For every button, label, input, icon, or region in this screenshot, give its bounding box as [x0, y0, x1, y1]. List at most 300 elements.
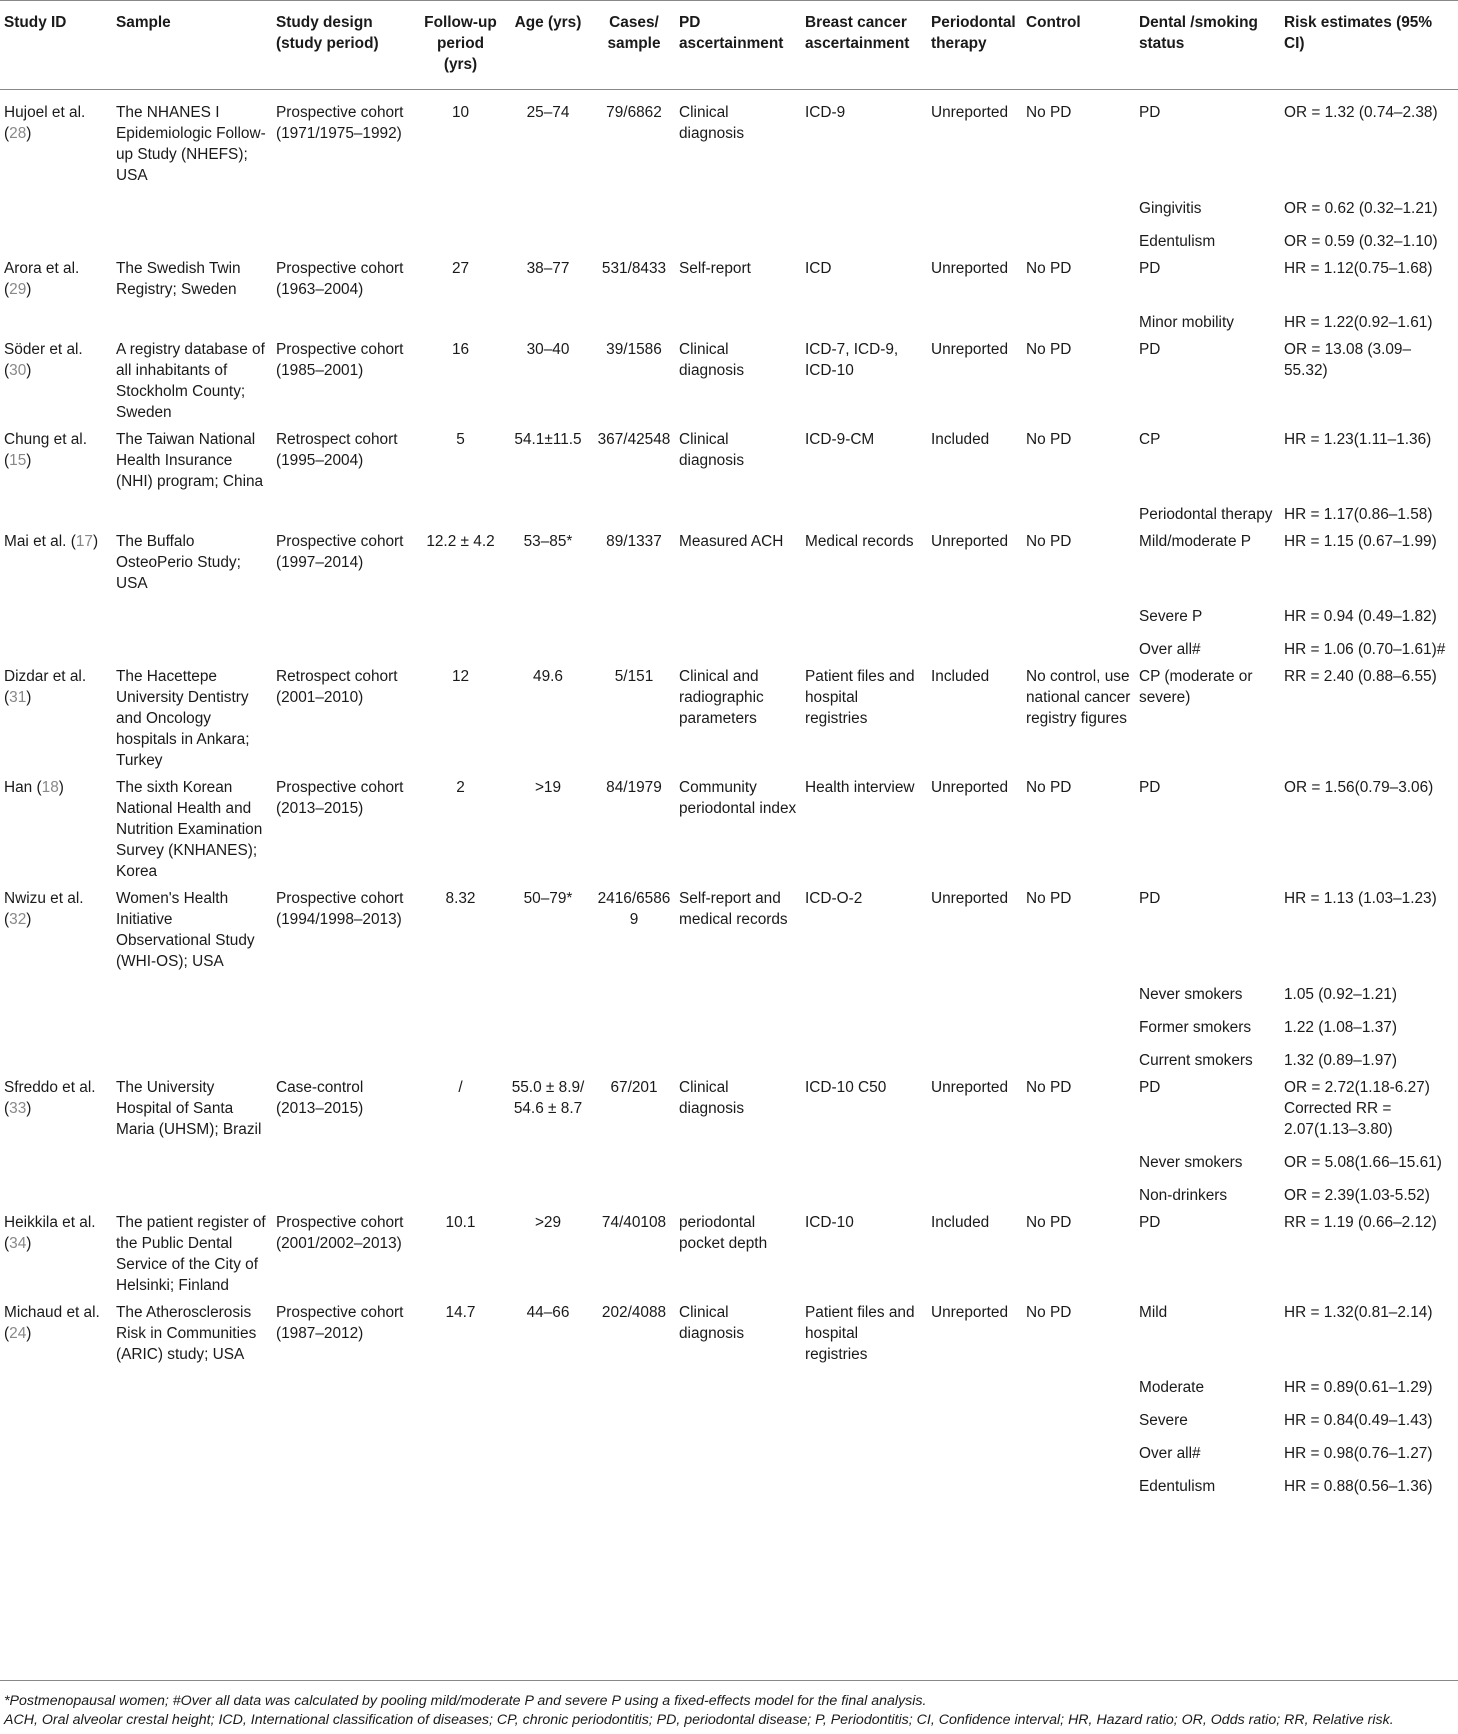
therapy-cell — [927, 498, 1022, 531]
therapy-cell: Unreported — [931, 1079, 1008, 1096]
therapy-cell — [927, 1470, 1022, 1503]
cancer-ascertainment-cell: Patient files and hospital registries — [805, 1304, 915, 1363]
table-row — [0, 888, 1458, 978]
pd-ascertainment-cell: Clinical diagnosis — [679, 104, 745, 142]
dental-status-cell: CP (moderate or severe) — [1139, 668, 1253, 706]
pd-ascertainment-cell — [675, 498, 801, 531]
cancer-ascertainment-cell — [801, 1146, 927, 1179]
header-cell: Follow-up period (yrs) — [418, 1, 503, 90]
sample-cell — [112, 192, 272, 225]
study-id-cell — [0, 1371, 112, 1404]
therapy-cell — [927, 192, 1022, 225]
dental-status-cell: Current smokers — [1139, 1052, 1253, 1069]
cases-cell — [593, 1371, 675, 1404]
follow-up-cell: 12 — [451, 668, 470, 685]
follow-up-cell — [418, 978, 503, 1011]
therapy-cell: Included — [931, 1214, 990, 1231]
risk-estimate-cell: OR = 0.59 (0.32–1.10) — [1284, 233, 1438, 250]
pd-ascertainment-cell: periodontal pocket depth — [679, 1214, 768, 1252]
cancer-ascertainment-cell — [801, 306, 927, 339]
pd-ascertainment-cell — [675, 192, 801, 225]
age-cell — [503, 498, 593, 531]
study-id-cell — [0, 600, 112, 633]
study-id-cell — [0, 192, 112, 225]
cases-cell: 74/40108 — [601, 1214, 667, 1231]
therapy-cell: Unreported — [931, 533, 1008, 550]
age-cell — [503, 1470, 593, 1503]
sample-cell — [112, 1146, 272, 1179]
table-row — [0, 1011, 1458, 1044]
therapy-cell — [927, 225, 1022, 258]
therapy-cell — [927, 1371, 1022, 1404]
control-cell: No PD — [1026, 431, 1072, 448]
age-cell: 38–77 — [526, 260, 570, 277]
risk-estimate-cell: OR = 5.08(1.66–15.61) — [1284, 1154, 1442, 1171]
age-cell — [503, 1179, 593, 1212]
study-design-cell — [272, 978, 418, 1011]
study-id-cell — [0, 306, 112, 339]
risk-estimate-cell: HR = 1.12(0.75–1.68) — [1284, 260, 1433, 277]
study-design-cell: Prospective cohort (2001/2002–2013) — [276, 1214, 404, 1252]
study-design-cell — [272, 498, 418, 531]
study-design-cell: Retrospect cohort (2001–2010) — [276, 668, 398, 706]
reference-link[interactable]: 31 — [9, 689, 27, 706]
reference-link[interactable]: 30 — [9, 362, 27, 379]
cases-cell — [593, 225, 675, 258]
age-cell — [503, 225, 593, 258]
risk-estimate-cell: HR = 1.15 (0.67–1.99) — [1284, 533, 1437, 550]
sample-cell: The Hacettepe University Dentistry and Oncology hospitals in Ankara; Turkey — [116, 668, 250, 769]
pd-ascertainment-cell — [675, 1146, 801, 1179]
study-name: Han — [4, 779, 33, 796]
cases-cell: 84/1979 — [606, 779, 662, 796]
control-cell — [1022, 1011, 1135, 1044]
cases-cell — [593, 600, 675, 633]
sample-cell — [112, 1179, 272, 1212]
study-name: Söder et al. — [4, 341, 83, 358]
cases-cell — [593, 192, 675, 225]
study-name: Michaud et al. — [4, 1304, 100, 1321]
cancer-ascertainment-cell — [801, 1179, 927, 1212]
cancer-ascertainment-cell: ICD-9 — [805, 104, 846, 121]
pd-ascertainment-cell — [675, 1470, 801, 1503]
pd-ascertainment-cell — [675, 633, 801, 666]
header-cell: PD ascertainment — [675, 1, 801, 90]
dental-status-cell: Never smokers — [1139, 1154, 1243, 1171]
study-id-cell — [0, 1437, 112, 1470]
sample-cell — [112, 1044, 272, 1077]
control-cell — [1022, 192, 1135, 225]
header-cell: Study ID — [0, 1, 112, 90]
cancer-ascertainment-cell — [801, 600, 927, 633]
pd-ascertainment-cell — [675, 600, 801, 633]
therapy-cell — [927, 1011, 1022, 1044]
cancer-ascertainment-cell — [801, 1371, 927, 1404]
study-design-cell — [272, 1371, 418, 1404]
control-cell: No PD — [1026, 260, 1072, 277]
study-id-cell: Heikkila et al. (34) — [4, 1214, 96, 1252]
dental-status-cell: Over all# — [1139, 641, 1201, 658]
pd-ascertainment-cell — [675, 1179, 801, 1212]
dental-status-cell: PD — [1139, 341, 1161, 358]
table-row — [0, 1470, 1458, 1503]
cases-cell — [593, 1404, 675, 1437]
follow-up-cell — [418, 1437, 503, 1470]
age-cell: 49.6 — [533, 668, 563, 685]
reference-link[interactable]: 18 — [41, 779, 59, 796]
study-design-cell — [272, 633, 418, 666]
study-id-cell — [0, 1179, 112, 1212]
cases-cell — [593, 498, 675, 531]
study-design-cell: Retrospect cohort (1995–2004) — [276, 431, 398, 469]
study-id-cell: Söder et al. (30) — [4, 341, 83, 379]
risk-estimate-cell: HR = 0.98(0.76–1.27) — [1284, 1445, 1433, 1462]
table-row — [0, 1302, 1458, 1371]
pd-ascertainment-cell: Clinical and radiographic parameters — [679, 668, 764, 727]
study-design-cell — [272, 1146, 418, 1179]
sample-cell: Women's Health Initiative Observational Study (WHI-OS); USA — [116, 890, 255, 970]
pd-ascertainment-cell — [675, 1404, 801, 1437]
control-cell — [1022, 1371, 1135, 1404]
study-id-cell: Dizdar et al. (31) — [4, 668, 87, 706]
study-design-cell: Prospective cohort (1963–2004) — [276, 260, 404, 298]
follow-up-cell — [418, 192, 503, 225]
pd-ascertainment-cell: Clinical diagnosis — [679, 1304, 745, 1342]
age-cell — [503, 1371, 593, 1404]
study-id-cell: Sfreddo et al. (33) — [4, 1079, 96, 1117]
control-cell — [1022, 600, 1135, 633]
header-cell: Cases/ sample — [593, 1, 675, 90]
dental-status-cell: PD — [1139, 1079, 1161, 1096]
risk-estimate-cell: OR = 2.72(1.18-6.27) Corrected RR = 2.07(1.13–3.80) — [1284, 1079, 1430, 1138]
footer-divider — [0, 1680, 1458, 1681]
dental-status-cell: PD — [1139, 260, 1161, 277]
study-name: Hujoel et al. — [4, 104, 86, 121]
cases-cell — [593, 633, 675, 666]
age-cell — [503, 1146, 593, 1179]
study-id-cell: Arora et al. (29) — [4, 260, 80, 298]
table-row — [0, 978, 1458, 1011]
cancer-ascertainment-cell — [801, 498, 927, 531]
reference-link[interactable]: 28 — [9, 125, 27, 142]
risk-estimate-cell: 1.32 (0.89–1.97) — [1284, 1052, 1397, 1069]
sample-cell: The NHANES I Epidemiologic Follow-up Study (NHEFS); USA — [116, 104, 266, 184]
cancer-ascertainment-cell: ICD-9-CM — [805, 431, 875, 448]
cancer-ascertainment-cell — [801, 1437, 927, 1470]
cases-cell — [593, 1011, 675, 1044]
study-design-cell — [272, 192, 418, 225]
study-id-cell — [0, 1470, 112, 1503]
follow-up-cell — [418, 633, 503, 666]
sample-cell — [112, 1404, 272, 1437]
sample-cell: The Swedish Twin Registry; Sweden — [116, 260, 241, 298]
cases-cell: 67/201 — [610, 1079, 658, 1096]
risk-estimate-cell: OR = 13.08 (3.09–55.32) — [1284, 341, 1412, 379]
study-name: Heikkila et al. — [4, 1214, 96, 1231]
cancer-ascertainment-cell: ICD-10 C50 — [805, 1079, 887, 1096]
reference-link[interactable]: 24 — [9, 1325, 27, 1342]
follow-up-cell — [418, 1146, 503, 1179]
age-cell: >19 — [534, 779, 562, 796]
cancer-ascertainment-cell: Health interview — [805, 779, 915, 796]
pd-ascertainment-cell — [675, 225, 801, 258]
table-row — [0, 531, 1458, 600]
control-cell — [1022, 225, 1135, 258]
cancer-ascertainment-cell — [801, 1011, 927, 1044]
table-row — [0, 777, 1458, 888]
pd-ascertainment-cell — [675, 1437, 801, 1470]
table-row — [0, 90, 1458, 193]
risk-estimate-cell: RR = 2.40 (0.88–6.55) — [1284, 668, 1437, 685]
therapy-cell: Unreported — [931, 1304, 1008, 1321]
study-id-cell — [0, 1404, 112, 1437]
follow-up-cell: 8.32 — [445, 890, 476, 907]
dental-status-cell: Severe P — [1139, 608, 1203, 625]
sample-cell: The patient register of the Public Dental Service of the City of Helsinki; Finland — [116, 1214, 266, 1294]
table-row — [0, 306, 1458, 339]
study-design-cell — [272, 1044, 418, 1077]
follow-up-cell — [418, 1179, 503, 1212]
control-cell: No PD — [1026, 890, 1072, 907]
cases-cell — [593, 1044, 675, 1077]
dental-status-cell: PD — [1139, 779, 1161, 796]
follow-up-cell — [418, 225, 503, 258]
therapy-cell — [927, 1404, 1022, 1437]
age-cell — [503, 978, 593, 1011]
dental-status-cell: Severe — [1139, 1412, 1188, 1429]
therapy-cell: Unreported — [931, 341, 1008, 358]
table-row — [0, 498, 1458, 531]
sample-cell — [112, 1470, 272, 1503]
control-cell: No PD — [1026, 533, 1072, 550]
dental-status-cell: Former smokers — [1139, 1019, 1252, 1036]
reference-link[interactable]: 29 — [9, 281, 27, 298]
table-row — [0, 1404, 1458, 1437]
therapy-cell — [927, 1146, 1022, 1179]
age-cell: >29 — [534, 1214, 562, 1231]
sample-cell: A registry database of all inhabitants of Stockholm County; Sweden — [116, 341, 265, 421]
study-design-cell — [272, 306, 418, 339]
reference-link[interactable]: 15 — [9, 452, 27, 469]
risk-estimate-cell: HR = 1.17(0.86–1.58) — [1284, 506, 1433, 523]
risk-estimate-cell: HR = 0.84(0.49–1.43) — [1284, 1412, 1433, 1429]
study-design-cell — [272, 600, 418, 633]
study-name: Chung et al. — [4, 431, 87, 448]
control-cell — [1022, 1179, 1135, 1212]
control-cell: No PD — [1026, 1079, 1072, 1096]
dental-status-cell: Edentulism — [1139, 233, 1216, 250]
sample-cell — [112, 1011, 272, 1044]
footnote-2: ACH, Oral alveolar crestal height; ICD, International classification of diseases; CP, chronic periodontitis; PD, periodontal disease; P, Periodontitis; CI, Confidence interval; HR, Hazard ratio; OR, Odds ratio; RR, Relative risk. — [4, 1712, 1394, 1728]
header-cell: Risk estimates (95% CI) — [1280, 1, 1458, 90]
control-cell — [1022, 633, 1135, 666]
dental-status-cell: PD — [1139, 890, 1161, 907]
risk-estimate-cell: HR = 1.32(0.81–2.14) — [1284, 1304, 1433, 1321]
cancer-ascertainment-cell — [801, 978, 927, 1011]
cases-cell: 367/42548 — [597, 431, 671, 448]
sample-cell — [112, 633, 272, 666]
cases-cell — [593, 306, 675, 339]
study-id-cell — [0, 1146, 112, 1179]
sample-cell: The University Hospital of Santa Maria (UHSM); Brazil — [116, 1079, 262, 1138]
cases-cell: 79/6862 — [606, 104, 662, 121]
age-cell — [503, 306, 593, 339]
table-row — [0, 666, 1458, 777]
table-row — [0, 1179, 1458, 1212]
study-id-cell — [0, 225, 112, 258]
risk-estimate-cell: 1.05 (0.92–1.21) — [1284, 986, 1397, 1003]
risk-estimate-cell: HR = 1.13 (1.03–1.23) — [1284, 890, 1437, 907]
control-cell: No PD — [1026, 341, 1072, 358]
table-row — [0, 1371, 1458, 1404]
table-row — [0, 633, 1458, 666]
sample-cell: The Atherosclerosis Risk in Communities (ARIC) study; USA — [116, 1304, 257, 1363]
header-cell: Breast cancer ascertainment — [801, 1, 927, 90]
dental-status-cell: CP — [1139, 431, 1161, 448]
pd-ascertainment-cell — [675, 1011, 801, 1044]
therapy-cell — [927, 978, 1022, 1011]
cancer-ascertainment-cell: ICD-7, ICD-9, ICD-10 — [805, 341, 899, 379]
follow-up-cell — [418, 600, 503, 633]
header-cell: Control — [1022, 1, 1135, 90]
age-cell: 55.0 ± 8.9/ 54.6 ± 8.7 — [511, 1079, 585, 1117]
cases-cell — [593, 1437, 675, 1470]
reference-link[interactable]: 33 — [9, 1100, 27, 1117]
study-id-cell — [0, 1011, 112, 1044]
table-row — [0, 429, 1458, 498]
sample-cell — [112, 1371, 272, 1404]
cancer-ascertainment-cell: Medical records — [805, 533, 914, 550]
therapy-cell: Included — [931, 431, 990, 448]
pd-ascertainment-cell: Clinical diagnosis — [679, 1079, 745, 1117]
age-cell — [503, 1404, 593, 1437]
pd-ascertainment-cell: Clinical diagnosis — [679, 341, 745, 379]
dental-status-cell: Never smokers — [1139, 986, 1243, 1003]
follow-up-cell: / — [458, 1079, 463, 1096]
study-design-cell — [272, 225, 418, 258]
sample-cell — [112, 1437, 272, 1470]
cancer-ascertainment-cell: ICD — [805, 260, 832, 277]
dental-status-cell: Over all# — [1139, 1445, 1201, 1462]
cancer-ascertainment-cell — [801, 225, 927, 258]
reference-link[interactable]: 17 — [75, 533, 93, 550]
risk-estimate-cell: HR = 0.89(0.61–1.29) — [1284, 1379, 1433, 1396]
control-cell — [1022, 978, 1135, 1011]
cancer-ascertainment-cell — [801, 633, 927, 666]
study-id-cell: Chung et al. (15) — [4, 431, 87, 469]
dental-status-cell: PD — [1139, 104, 1161, 121]
sample-cell — [112, 498, 272, 531]
control-cell — [1022, 1437, 1135, 1470]
pd-ascertainment-cell — [675, 978, 801, 1011]
sample-cell — [112, 600, 272, 633]
sample-cell — [112, 978, 272, 1011]
age-cell — [503, 633, 593, 666]
table-row — [0, 192, 1458, 225]
study-design-cell: Prospective cohort (1987–2012) — [276, 1304, 404, 1342]
control-cell: No PD — [1026, 1304, 1072, 1321]
pd-ascertainment-cell: Self-report — [679, 260, 751, 277]
age-cell — [503, 192, 593, 225]
therapy-cell — [927, 1044, 1022, 1077]
study-design-cell: Prospective cohort (1971/1975–1992) — [276, 104, 404, 142]
study-id-cell — [0, 498, 112, 531]
table-row — [0, 1077, 1458, 1146]
control-cell: No PD — [1026, 104, 1072, 121]
age-cell: 53–85* — [523, 533, 573, 550]
control-cell — [1022, 1146, 1135, 1179]
header-cell: Study design (study period) — [272, 1, 418, 90]
dental-status-cell: Non-drinkers — [1139, 1187, 1228, 1204]
follow-up-cell — [418, 1404, 503, 1437]
table-row — [0, 1044, 1458, 1077]
age-cell: 44–66 — [526, 1304, 570, 1321]
header-cell: Dental /smoking status — [1135, 1, 1280, 90]
risk-estimate-cell: HR = 1.22(0.92–1.61) — [1284, 314, 1433, 331]
cases-cell — [593, 1146, 675, 1179]
footnote-1: *Postmenopausal women; #Over all data was calculated by pooling mild/moderate P and severe P using a fixed-effects model for the final analysis. — [4, 1693, 927, 1709]
control-cell — [1022, 306, 1135, 339]
follow-up-cell: 14.7 — [445, 1304, 476, 1321]
sample-cell: The Taiwan National Health Insurance (NHI) program; China — [116, 431, 264, 490]
table-body — [0, 90, 1458, 1504]
pd-ascertainment-cell: Clinical diagnosis — [679, 431, 745, 469]
risk-estimate-cell: HR = 0.88(0.56–1.36) — [1284, 1478, 1433, 1495]
follow-up-cell — [418, 1470, 503, 1503]
cancer-ascertainment-cell — [801, 1404, 927, 1437]
header-cell: Sample — [112, 1, 272, 90]
cancer-ascertainment-cell — [801, 1044, 927, 1077]
study-design-cell: Prospective cohort (2013–2015) — [276, 779, 404, 817]
follow-up-cell: 12.2 ± 4.2 — [426, 533, 495, 550]
sample-cell: The Buffalo OsteoPerio Study; USA — [116, 533, 241, 592]
therapy-cell — [927, 1179, 1022, 1212]
study-name: Arora et al. — [4, 260, 80, 277]
dental-status-cell: Mild — [1139, 1304, 1168, 1321]
follow-up-cell: 27 — [451, 260, 470, 277]
dental-status-cell: PD — [1139, 1214, 1161, 1231]
table-footnotes — [4, 1692, 1444, 1730]
risk-estimate-cell: HR = 0.94 (0.49–1.82) — [1284, 608, 1437, 625]
follow-up-cell — [418, 1044, 503, 1077]
study-design-cell: Prospective cohort (1994/1998–2013) — [276, 890, 404, 928]
study-name: Sfreddo et al. — [4, 1079, 96, 1096]
reference-link[interactable]: 32 — [9, 911, 27, 928]
dental-status-cell: Moderate — [1139, 1379, 1205, 1396]
follow-up-cell: 10 — [451, 104, 470, 121]
cancer-ascertainment-cell: ICD-10 — [805, 1214, 854, 1231]
cases-cell — [593, 1179, 675, 1212]
reference-link[interactable]: 34 — [9, 1235, 27, 1252]
table-row — [0, 1146, 1458, 1179]
therapy-cell: Unreported — [931, 260, 1008, 277]
pd-ascertainment-cell — [675, 306, 801, 339]
follow-up-cell — [418, 498, 503, 531]
follow-up-cell — [418, 306, 503, 339]
cases-cell: 531/8433 — [601, 260, 667, 277]
table-row — [0, 225, 1458, 258]
control-cell — [1022, 1404, 1135, 1437]
age-cell: 25–74 — [526, 104, 570, 121]
cancer-ascertainment-cell: ICD-O-2 — [805, 890, 863, 907]
pd-ascertainment-cell — [675, 1044, 801, 1077]
dental-status-cell: Minor mobility — [1139, 314, 1234, 331]
therapy-cell: Included — [931, 668, 990, 685]
follow-up-cell — [418, 1371, 503, 1404]
cases-cell — [593, 978, 675, 1011]
risk-estimate-cell: HR = 1.23(1.11–1.36) — [1284, 431, 1432, 448]
cases-cell: 39/1586 — [606, 341, 662, 358]
